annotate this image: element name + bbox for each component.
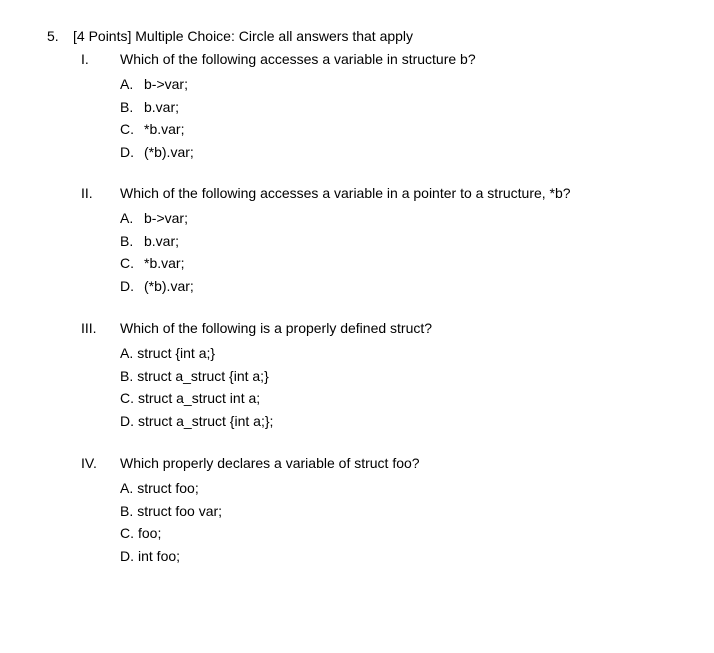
option-text: (*b).var;: [144, 277, 194, 294]
option-d[interactable]: [120, 275, 194, 298]
option-letter: B.: [120, 98, 134, 115]
option-letter: A.: [120, 480, 134, 496]
option-letter: A.: [120, 210, 134, 226]
option-b[interactable]: [120, 230, 194, 253]
subquestion-numeral: I.: [81, 51, 89, 67]
subquestion-text: Which properly declares a variable of struct foo?: [120, 455, 420, 471]
subquestion-text: Which of the following accesses a variable in a pointer to a structure, *b?: [120, 185, 571, 201]
option-a[interactable]: [120, 207, 194, 230]
option-a[interactable]: [120, 73, 194, 96]
option-text: struct foo var;: [137, 502, 223, 519]
option-letter: D.: [120, 412, 134, 429]
option-d[interactable]: [120, 141, 194, 164]
option-list: [120, 342, 273, 432]
option-a[interactable]: [120, 342, 273, 365]
option-text: foo;: [138, 525, 162, 541]
option-a[interactable]: [120, 477, 222, 500]
option-letter: D.: [120, 277, 134, 294]
subquestion-text: Which of the following is a properly defined struct?: [120, 320, 433, 336]
subquestion-text: Which of the following accesses a variable in structure b?: [120, 51, 476, 67]
subquestion-numeral: III.: [81, 320, 97, 336]
option-text: b->var;: [144, 210, 188, 226]
question-number: 5.: [47, 28, 59, 44]
option-text: struct a_struct {int a;};: [138, 412, 274, 429]
option-d[interactable]: [120, 545, 222, 568]
option-letter: D.: [120, 143, 134, 160]
option-letter: B.: [120, 367, 134, 384]
option-letter: A.: [120, 345, 134, 361]
option-c[interactable]: [120, 118, 194, 141]
option-text: int foo;: [138, 547, 181, 564]
question-header: [47, 28, 413, 44]
option-text: b.var;: [144, 98, 180, 115]
option-text: struct foo;: [137, 480, 199, 496]
option-letter: C.: [120, 121, 134, 137]
option-text: *b.var;: [144, 255, 185, 271]
option-c[interactable]: [120, 522, 222, 545]
option-letter: B.: [120, 502, 134, 519]
option-d[interactable]: [120, 410, 273, 433]
option-text: (*b).var;: [144, 143, 194, 160]
option-b[interactable]: [120, 96, 194, 119]
option-letter: D.: [120, 547, 134, 564]
option-text: b.var;: [144, 232, 180, 249]
question-instructions: [4 Points] Multiple Choice: Circle all answers that apply: [73, 28, 414, 44]
option-c[interactable]: [120, 252, 194, 275]
option-text: struct a_struct int a;: [138, 390, 261, 406]
option-letter: C.: [120, 255, 134, 271]
option-c[interactable]: [120, 387, 273, 410]
option-list: [120, 477, 222, 567]
option-letter: C.: [120, 525, 134, 541]
subquestion-numeral: IV.: [81, 455, 97, 471]
option-b[interactable]: [120, 500, 222, 523]
option-list: [120, 207, 194, 297]
option-text: struct {int a;}: [137, 345, 216, 361]
subquestion-numeral: II.: [81, 185, 93, 201]
option-letter: A.: [120, 76, 134, 92]
option-letter: B.: [120, 232, 134, 249]
option-list: [120, 73, 194, 163]
option-text: struct a_struct {int a;}: [137, 367, 269, 384]
option-letter: C.: [120, 390, 134, 406]
option-text: *b.var;: [144, 121, 185, 137]
option-b[interactable]: [120, 365, 273, 388]
option-text: b->var;: [144, 76, 188, 92]
